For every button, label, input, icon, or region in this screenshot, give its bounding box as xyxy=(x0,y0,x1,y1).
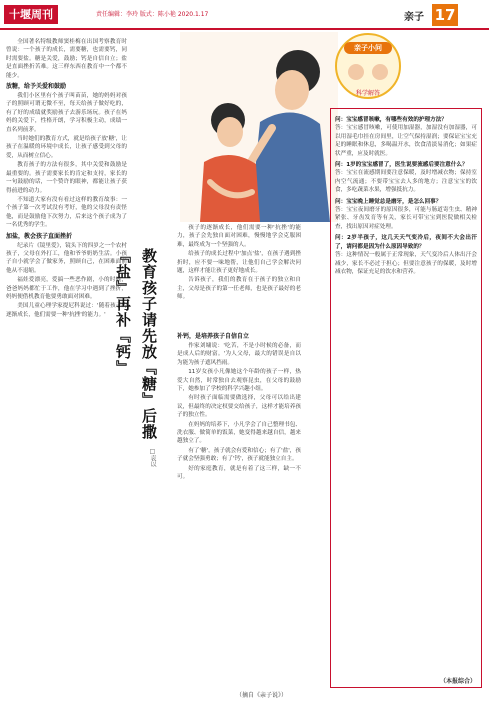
qa-answer: 答：宝宝感冒咳嗽，可使用加湿器，加湿没有加湿器，可以用湿毛巾挂在房间里，让空气保持湿润；要保证宝宝充足的睡眠和休息，多喝温开水，饮食清淡易消化；如果症状严重，应及时就医。 xyxy=(335,125,477,157)
subheading-sugar: 放糖，给予关爱和鼓励 xyxy=(6,83,67,91)
paragraph: 我们小区里有个孩子叫苗苗，她的妈妈对孩子的照顾可谓无微不至，每天给孩子做好吃的，有了好的成绩就奖励孩子去游乐场玩。孩子在妈妈的关爱下，性格开朗，学习积极主动，成绩一直名列前茅。 xyxy=(6,93,127,133)
column-2-bottom xyxy=(177,330,301,483)
qa-source: （本报综合） xyxy=(440,678,477,685)
qa-question: 问：宝宝晚上睡觉总是磨牙，是怎么回事？ xyxy=(335,198,442,205)
qa-answer: 答：这种情况一般属于正常现象，天气变冷后人体出汗会减少，家长不必过于担心；但要注意孩子的保暖，及时增减衣物，保证充足的饮水和营养。 xyxy=(335,252,477,275)
section-name: 亲子 xyxy=(404,12,424,23)
intro-paragraph: 全国著名特级教师窦桂梅在出国考察教育时曾说：一个孩子的成长，需要糖，也需要钙，同时需要盐。糖是关爱，鼓励；钙是自信自立；盐是直面挫折苦难。这三样东西在教育中一个都不能少。 xyxy=(6,39,127,79)
paragraph: 有时孩子面临需要做选择，父母可以给出建议，但最终的决定权要交给孩子，这样才能培养孩子的独立性。 xyxy=(177,395,301,419)
article-author: □袁以 xyxy=(149,448,156,467)
kids-badge-title: 亲子小问 xyxy=(354,44,382,52)
paragraph: 不知道大家有没有看过这样的教育故事：一个孩子第一次考试没有考好，他的父母没有责怪他，而是鼓励他下次努力，后来这个孩子成为了一名优秀的学生。 xyxy=(6,196,127,229)
article-source: （摘自《亲子说》） xyxy=(236,692,288,699)
qa-answer: 答：宝宝夜间磨牙的原因很多，可能与肠道寄生虫、精神紧张、牙齿发育等有关，家长可带宝宝到医院做相关检查，找出原因对症处理。 xyxy=(335,207,477,230)
paragraph: 11岁女孩小凡像她这个年龄的孩子一样，热爱大自然，时常独自去观察昆虫，在父母的鼓励下，她参加了学校的科学兴趣小组。 xyxy=(177,369,301,393)
subheading-salt: 加盐，教会孩子直面挫折 xyxy=(6,232,73,240)
kids-badge-subtitle: 科学解答 xyxy=(355,90,380,97)
paragraph: 告诉孩子，我们的教育在于孩子的独立和自主，父母是孩子的第一任老师，也是孩子最好的老师。 xyxy=(177,277,301,301)
qa-box xyxy=(330,108,482,688)
qa-question: 问：2岁半孩子，这几天天气变冷后，夜间不大会出汗了，请问都是因为什么原因导致的？ xyxy=(335,235,477,250)
qa-list xyxy=(335,116,477,276)
paragraph: 孩子的逐渐成长，他们需要一种'抗挫'的能力，孩子会先独自面对困难，慢慢地学会克服困难，最终成为一个坚强的人。 xyxy=(177,225,301,248)
paragraph: 给孩子的成长过程中'加点'盐'，在孩子遇到挫折时，应不要一味地帮，让他们自己学会解决问题，这样才能让孩子更好地成长。 xyxy=(177,251,301,275)
subheading-calcium: 补钙，是培养孩子自信自立 xyxy=(177,333,250,340)
qa-question: 问：1岁的宝宝感冒了，医生说要流感后要注意什么？ xyxy=(335,162,468,169)
qa-question: 问：宝宝感冒咳嗽，有哪些有效的护理方法？ xyxy=(335,117,447,123)
paragraph: 教育孩子的方法有很多，其中关爱和鼓励是最重要的。孩子需要家长的肯定和支持，家长的一句鼓励的话，一个赞许的眼神，都能让孩子获得前进的动力。 xyxy=(6,162,127,194)
paragraph: 美国儿童心理学家提尼科说过：'随着孩子的逐渐成长，他们需要一种'抗挫'的能力。' xyxy=(6,303,127,318)
masthead: 十堰周刊 xyxy=(4,5,58,24)
column-1 xyxy=(6,38,127,320)
page-number: 17 xyxy=(432,4,458,26)
paragraph: 作家刘墉说：'吃苦，不是小时候的必备，而是成人后的财富。'为人父母，最大的错误是自以为能为孩子遮风挡雨。 xyxy=(177,343,301,366)
qa-answer: 答：宝宝在流感期间要注意保暖，及时增减衣物；保持室内空气流通；不要带宝宝去人多的地方；注意宝宝的饮食，多吃蔬菜水果，增强抵抗力。 xyxy=(335,170,477,194)
paragraph: 福娃爱漂亮，爱搞一些恶作剧，小的时候，爸爸妈妈都忙于工作，他在学习中遇到了挫折，妈妈便借机教育他要勇敢面对困难。 xyxy=(6,277,127,300)
paragraph: 好的家庭教育，就是有着了这三样，缺一不可。 xyxy=(177,465,301,481)
article-title: 教育孩子请先放『糖』后撒『盐』再补『钙』 xyxy=(114,248,158,440)
editor-credits: 责任编辑：李玲 版式：陈小艳 2020.1.17 xyxy=(96,11,209,18)
kids-qa-badge xyxy=(330,32,406,102)
parent-child-illustration xyxy=(180,32,338,222)
paragraph: 当时她们的教育方式，就是给孩子放'糖'，让孩子在温暖的环境中成长，让孩子感受到父母的爱，从而树立信心。 xyxy=(6,136,127,159)
paragraph: 纪录片《镜里爱》，镜头下的四岁之一个农村孩子，父母在外打工，他和爷爷奶奶生活。小孩子自小就学会了做家务，照顾自己，在困难面前他从不退缩。 xyxy=(6,242,127,274)
paragraph: 在妈妈的培养下，小凡学会了自己整理书包、洗衣服、做简单的饭菜，她变得越来越自信，越来越独立了。 xyxy=(177,421,301,445)
column-2-top xyxy=(177,224,301,303)
page-header xyxy=(0,0,489,30)
paragraph: 有了'糖'，孩子就会有爱和信心；有了'盐'，孩子就会坚强勇敢；有了'钙'，孩子就能独立自主。 xyxy=(177,447,301,463)
